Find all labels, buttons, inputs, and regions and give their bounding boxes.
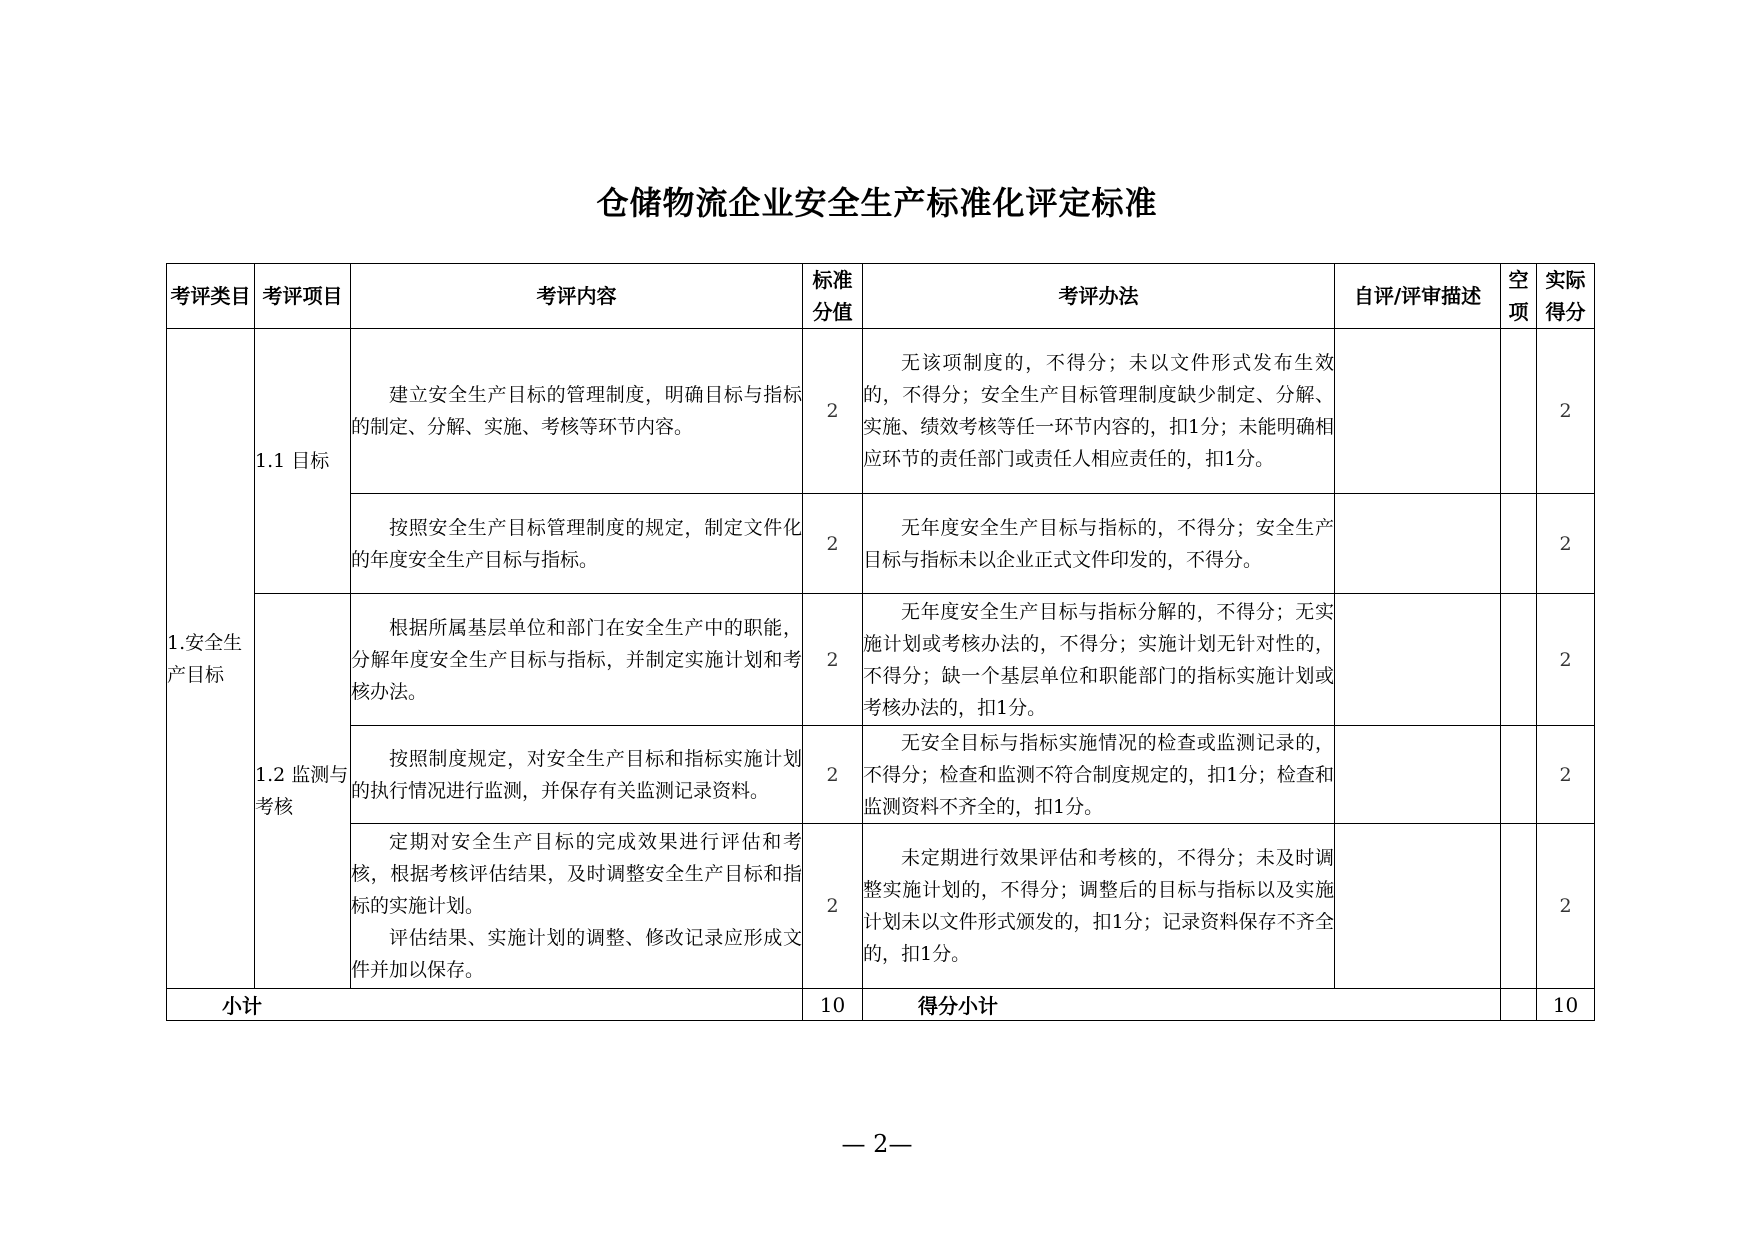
self-eval-cell xyxy=(1335,824,1501,989)
actual-score-cell: 2 xyxy=(1537,329,1595,494)
header-empty: 空项 xyxy=(1501,264,1537,329)
self-eval-cell xyxy=(1335,494,1501,594)
item-cell: 1.1 目标 xyxy=(255,329,351,594)
empty-cell xyxy=(1501,824,1537,989)
header-content: 考评内容 xyxy=(351,264,803,329)
category-cell: 1.安全生产目标 xyxy=(167,329,255,989)
item-cell: 1.2 监测与考核 xyxy=(255,594,351,989)
content-cell: 根据所属基层单位和部门在安全生产中的职能，分解年度安全生产目标与指标，并制定实施计划和考核办法。 xyxy=(351,594,803,726)
subtotal-score: 10 xyxy=(803,989,863,1021)
subtotal-score-label: 得分小计 xyxy=(863,989,1501,1021)
header-score: 标准分值 xyxy=(803,264,863,329)
method-cell: 无年度安全生产目标与指标分解的，不得分；无实施计划或考核办法的，不得分；实施计划无针对性的，不得分；缺一个基层单位和职能部门的指标实施计划或考核办法的，扣1分。 xyxy=(863,594,1335,726)
empty-cell xyxy=(1501,594,1537,726)
content-cell: 按照安全生产目标管理制度的规定，制定文件化的年度安全生产目标与指标。 xyxy=(351,494,803,594)
empty-cell xyxy=(1501,494,1537,594)
table-row xyxy=(167,824,1595,989)
subtotal-empty-cell xyxy=(1501,989,1537,1021)
header-item: 考评项目 xyxy=(255,264,351,329)
score-cell: 2 xyxy=(803,824,863,989)
method-cell: 无安全目标与指标实施情况的检查或监测记录的，不得分；检查和监测不符合制度规定的，扣1分；检查和监测资料不齐全的，扣1分。 xyxy=(863,726,1335,824)
subtotal-row xyxy=(167,989,1595,1021)
header-self-eval: 自评/评审描述 xyxy=(1335,264,1501,329)
self-eval-cell xyxy=(1335,726,1501,824)
actual-score-cell: 2 xyxy=(1537,824,1595,989)
content-cell: 按照制度规定，对安全生产目标和指标实施计划的执行情况进行监测，并保存有关监测记录资料。 xyxy=(351,726,803,824)
score-cell: 2 xyxy=(803,594,863,726)
score-cell: 2 xyxy=(803,329,863,494)
table-row xyxy=(167,329,1595,494)
subtotal-label: 小计 xyxy=(167,989,803,1021)
header-actual: 实际得分 xyxy=(1537,264,1595,329)
content-cell: 定期对安全生产目标的完成效果进行评估和考核，根据考核评估结果，及时调整安全生产目标和指标的实施计划。 评估结果、实施计划的调整、修改记录应形成文件并加以保存。 xyxy=(351,824,803,989)
method-cell: 未定期进行效果评估和考核的，不得分；未及时调整实施计划的，不得分；调整后的目标与指标以及实施计划未以文件形式颁发的，扣1分；记录资料保存不齐全的，扣1分。 xyxy=(863,824,1335,989)
table-row xyxy=(167,494,1595,594)
table-row xyxy=(167,726,1595,824)
content-cell: 建立安全生产目标的管理制度，明确目标与指标的制定、分解、实施、考核等环节内容。 xyxy=(351,329,803,494)
evaluation-table xyxy=(166,263,1595,1021)
score-cell: 2 xyxy=(803,494,863,594)
self-eval-cell xyxy=(1335,594,1501,726)
score-cell: 2 xyxy=(803,726,863,824)
method-cell: 无年度安全生产目标与指标的，不得分；安全生产目标与指标未以企业正式文件印发的，不得分。 xyxy=(863,494,1335,594)
table-row xyxy=(167,594,1595,726)
subtotal-actual: 10 xyxy=(1537,989,1595,1021)
method-cell: 无该项制度的，不得分；未以文件形式发布生效的，不得分；安全生产目标管理制度缺少制定、分解、实施、绩效考核等任一环节内容的，扣1分；未能明确相应环节的责任部门或责任人相应责任的，扣1分。 xyxy=(863,329,1335,494)
actual-score-cell: 2 xyxy=(1537,494,1595,594)
actual-score-cell: 2 xyxy=(1537,726,1595,824)
table-header-row xyxy=(167,264,1595,329)
page-number: — 2— xyxy=(841,1130,913,1158)
empty-cell xyxy=(1501,726,1537,824)
empty-cell xyxy=(1501,329,1537,494)
self-eval-cell xyxy=(1335,329,1501,494)
header-method: 考评办法 xyxy=(863,264,1335,329)
document-title: 仓储物流企业安全生产标准化评定标准 xyxy=(596,184,1158,222)
actual-score-cell: 2 xyxy=(1537,594,1595,726)
header-category: 考评类目 xyxy=(167,264,255,329)
